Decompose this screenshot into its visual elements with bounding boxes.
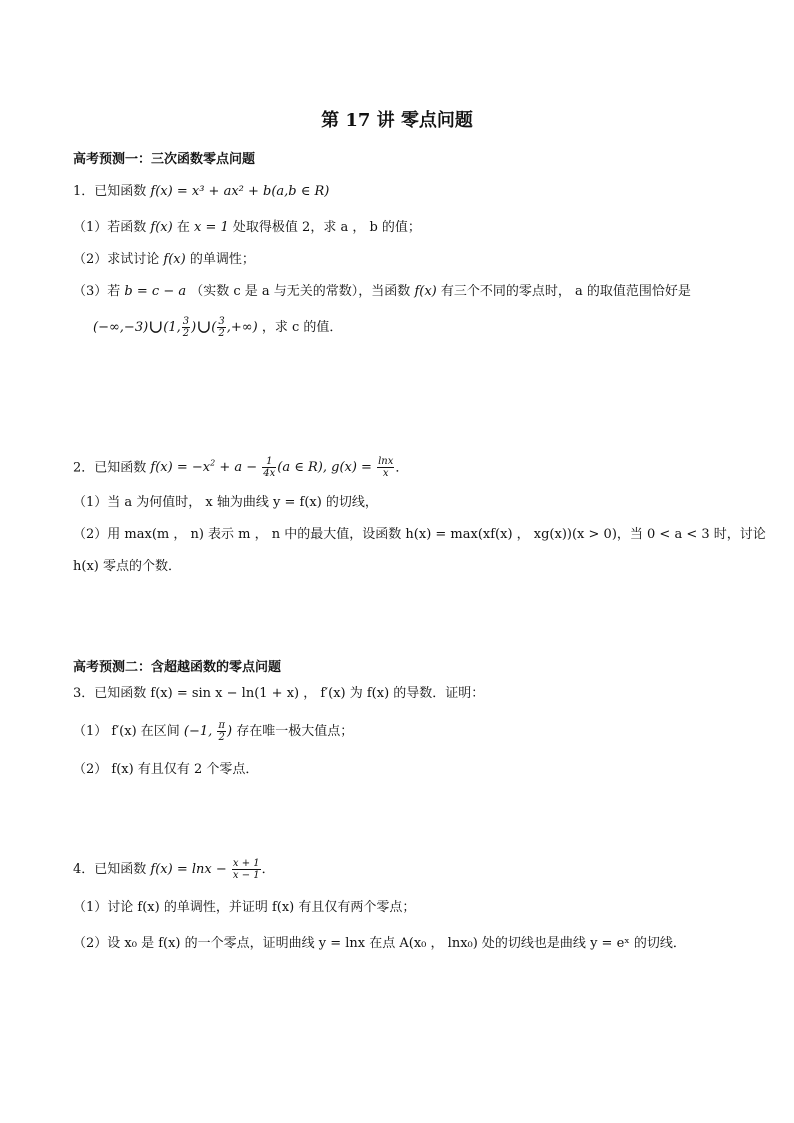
q1-p1-formula-b: x = 1 [194,220,229,235]
q1-p3-formula-b: f(x) [414,284,437,299]
q1-p1-text-b: 在 [176,220,190,235]
q1-p1-formula-a: f(x) [150,220,173,235]
question-2-part-2: （2）用 max(m ， n) 表示 m ， n 中的最大值，设函数 h(x) = max(xf(x) ， xg(x))(x > 0)，当 0 < a < 3 时，讨论 [73,527,766,542]
q1-p1-text-a: （1）若函数 [73,220,147,235]
q1-p2-text-b: 的单调性； [189,252,255,267]
q1-p2-formula: f(x) [163,252,186,267]
question-3-part-1 [73,720,353,743]
q1-stem-formula: f(x) = x³ + ax² + b(a,b ∈ R) [150,184,330,199]
question-4-stem: 4．已知函数 f(x) = lnx − $\frac{x + 1}{x - 1}$ ． [73,858,275,881]
question-4-part-2: （2）设 x₀ 是 f(x) 的一个零点，证明曲线 y = lnx 在点 A(x₀ ， lnx₀) 处的切线也是曲线 y = eˣ 的切线． [73,936,686,951]
q1-p3-text-a: （3）若 [73,284,121,299]
q1-p3-text-b: （实数 c 是 a 与无关的常数），当函数 [190,284,411,299]
q1-stem-text: 1．已知函数 [73,184,147,199]
q1-range-text: ，求 c 的值． [261,320,343,335]
section-heading-1: 高考预测一：三次函数零点问题 [73,152,256,167]
q2-stem-text: 2．已知函数 [73,460,147,476]
question-2-part-1: （1）当 a 为何值时， x 轴为曲线 y = f(x) 的切线， [73,495,378,510]
q3-p1-text-b: 存在唯一极大值点； [236,724,354,739]
question-2-stem: 2．已知函数 $f(x) = -x^2 + a$ − $\frac{1}{4x}$ (a ∈ R), g(x) = $\frac{\ln x}{x}$ ． [73,456,409,480]
question-1-part-3 [73,282,691,302]
q1-p2-text: （2）求试讨论 [73,252,160,267]
q1-p1-text-c: 处取得极值 2，求 a ， b 的值； [232,220,421,235]
q2-stem-formula: $f(x) = -x^2 + a$ − $\frac{1}{4x}$ (a ∈ R), g(x) = $\frac{\ln x}{x}$ [150,456,394,480]
q4-stem-text: 4．已知函数 [73,862,147,877]
question-4-part-1: （1）讨论 f(x) 的单调性，并证明 f(x) 有且仅有两个零点； [73,900,416,915]
question-1-part-1 [73,218,421,238]
q4-stem-formula: f(x) = lnx − $\frac{x + 1}{x - 1}$ [150,858,260,881]
question-3-part-2: （2） f(x) 有且仅有 2 个零点． [73,762,259,777]
q1-p3-formula-a: b = c − a [124,284,187,299]
question-2-part-2-cont: h(x) 零点的个数． [73,559,181,574]
q3-p1-interval: (−1, $\frac{\pi}{2}$ ) [183,720,233,743]
page-title: 第 17 讲 零点问题 [321,110,473,131]
question-3-stem: 3．已知函数 f(x) = sin x − ln(1 + x) ， f′(x) 为 f(x) 的导数．证明： [73,686,485,701]
section-heading-2: 高考预测二：含超越函数的零点问题 [73,660,282,675]
q3-p1-text-a: （1） f′(x) 在区间 [73,724,180,739]
q1-p3-text-c: 有三个不同的零点时， a 的取值范围恰好是 [440,284,691,299]
q1-range-formula: (−∞,−3)∪(1, $\frac{3}{2}$ )∪( $\frac{3}{2}$ ,+∞) [93,316,258,339]
question-1-part-2 [73,250,255,270]
question-1-part-3-range [93,316,342,339]
question-1-stem [73,182,329,202]
